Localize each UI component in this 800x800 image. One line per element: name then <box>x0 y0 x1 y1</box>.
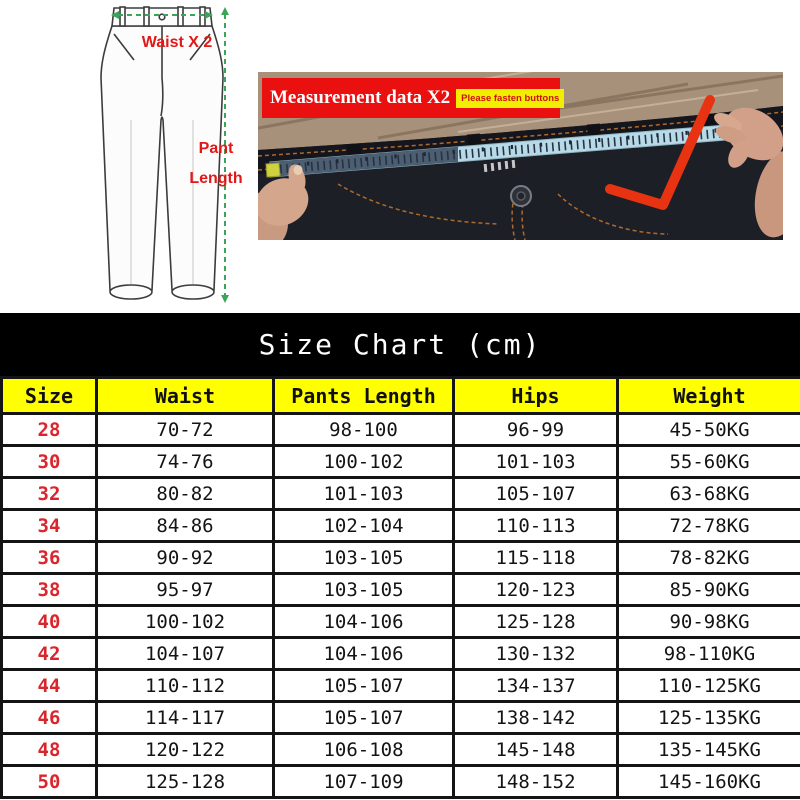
cell-length: 102-104 <box>274 510 454 542</box>
pants-measurement-diagram <box>88 0 248 312</box>
cell-hips: 138-142 <box>454 702 618 734</box>
col-header-weight: Weight <box>618 378 800 414</box>
table-row <box>2 510 800 542</box>
col-header-waist: Waist <box>97 378 274 414</box>
size-chart-table <box>0 376 800 799</box>
cell-hips: 130-132 <box>454 638 618 670</box>
cell-size: 40 <box>2 606 97 638</box>
cell-waist: 100-102 <box>97 606 274 638</box>
cell-length: 107-109 <box>274 766 454 798</box>
table-row <box>2 702 800 734</box>
banner-title: Measurement data X2 <box>270 87 451 108</box>
table-row <box>2 542 800 574</box>
cell-size: 28 <box>2 414 97 446</box>
cell-hips: 148-152 <box>454 766 618 798</box>
cell-waist: 114-117 <box>97 702 274 734</box>
cell-length: 103-105 <box>274 574 454 606</box>
cell-weight: 145-160KG <box>618 766 800 798</box>
cell-waist: 110-112 <box>97 670 274 702</box>
table-row <box>2 414 800 446</box>
header-row <box>2 378 800 414</box>
cell-size: 38 <box>2 574 97 606</box>
pant-length-label-bottom: Length <box>189 170 243 187</box>
cell-weight: 78-82KG <box>618 542 800 574</box>
cell-size: 32 <box>2 478 97 510</box>
col-header-length: Pants Length <box>274 378 454 414</box>
cell-weight: 72-78KG <box>618 510 800 542</box>
cell-hips: 110-113 <box>454 510 618 542</box>
cell-hips: 125-128 <box>454 606 618 638</box>
col-header-hips: Hips <box>454 378 618 414</box>
cell-length: 100-102 <box>274 446 454 478</box>
cell-waist: 80-82 <box>97 478 274 510</box>
cell-size: 36 <box>2 542 97 574</box>
cell-weight: 98-110KG <box>618 638 800 670</box>
table-row <box>2 734 800 766</box>
cell-hips: 115-118 <box>454 542 618 574</box>
cell-size: 34 <box>2 510 97 542</box>
cell-waist: 70-72 <box>97 414 274 446</box>
table-row <box>2 638 800 670</box>
cell-length: 104-106 <box>274 638 454 670</box>
cell-size: 48 <box>2 734 97 766</box>
cell-size: 42 <box>2 638 97 670</box>
cell-weight: 135-145KG <box>618 734 800 766</box>
measurement-banner <box>262 78 560 118</box>
cell-weight: 85-90KG <box>618 574 800 606</box>
cell-hips: 96-99 <box>454 414 618 446</box>
cell-waist: 90-92 <box>97 542 274 574</box>
jeans-button-center <box>517 192 525 200</box>
pants-outline-drawing <box>88 0 248 312</box>
cell-length: 104-106 <box>274 606 454 638</box>
table-row <box>2 446 800 478</box>
table-row <box>2 606 800 638</box>
cell-hips: 145-148 <box>454 734 618 766</box>
cell-length: 98-100 <box>274 414 454 446</box>
fasten-buttons-note: Please fasten buttons <box>456 89 564 108</box>
cell-size: 44 <box>2 670 97 702</box>
cell-waist: 84-86 <box>97 510 274 542</box>
cell-length: 105-107 <box>274 702 454 734</box>
cell-length: 103-105 <box>274 542 454 574</box>
cell-hips: 101-103 <box>454 446 618 478</box>
cell-hips: 105-107 <box>454 478 618 510</box>
cell-waist: 95-97 <box>97 574 274 606</box>
cell-waist: 74-76 <box>97 446 274 478</box>
cell-weight: 63-68KG <box>618 478 800 510</box>
cell-weight: 125-135KG <box>618 702 800 734</box>
cell-waist: 120-122 <box>97 734 274 766</box>
cell-length: 105-107 <box>274 670 454 702</box>
cell-length: 106-108 <box>274 734 454 766</box>
pant-length-label-top: Pant <box>198 140 234 157</box>
tape-end-tab <box>266 163 280 177</box>
waist-label: Waist X 2 <box>141 34 213 51</box>
cell-hips: 134-137 <box>454 670 618 702</box>
cell-waist: 125-128 <box>97 766 274 798</box>
table-row <box>2 574 800 606</box>
size-chart-title: Size Chart (cm) <box>0 313 800 376</box>
cell-size: 30 <box>2 446 97 478</box>
cell-waist: 104-107 <box>97 638 274 670</box>
table-row <box>2 766 800 798</box>
table-row <box>2 478 800 510</box>
table-row <box>2 670 800 702</box>
cell-weight: 110-125KG <box>618 670 800 702</box>
cell-weight: 45-50KG <box>618 414 800 446</box>
cell-size: 46 <box>2 702 97 734</box>
measurement-photo <box>258 72 783 240</box>
cell-weight: 55-60KG <box>618 446 800 478</box>
col-header-size: Size <box>2 378 97 414</box>
cell-hips: 120-123 <box>454 574 618 606</box>
cell-length: 101-103 <box>274 478 454 510</box>
cell-weight: 90-98KG <box>618 606 800 638</box>
cell-size: 50 <box>2 766 97 798</box>
